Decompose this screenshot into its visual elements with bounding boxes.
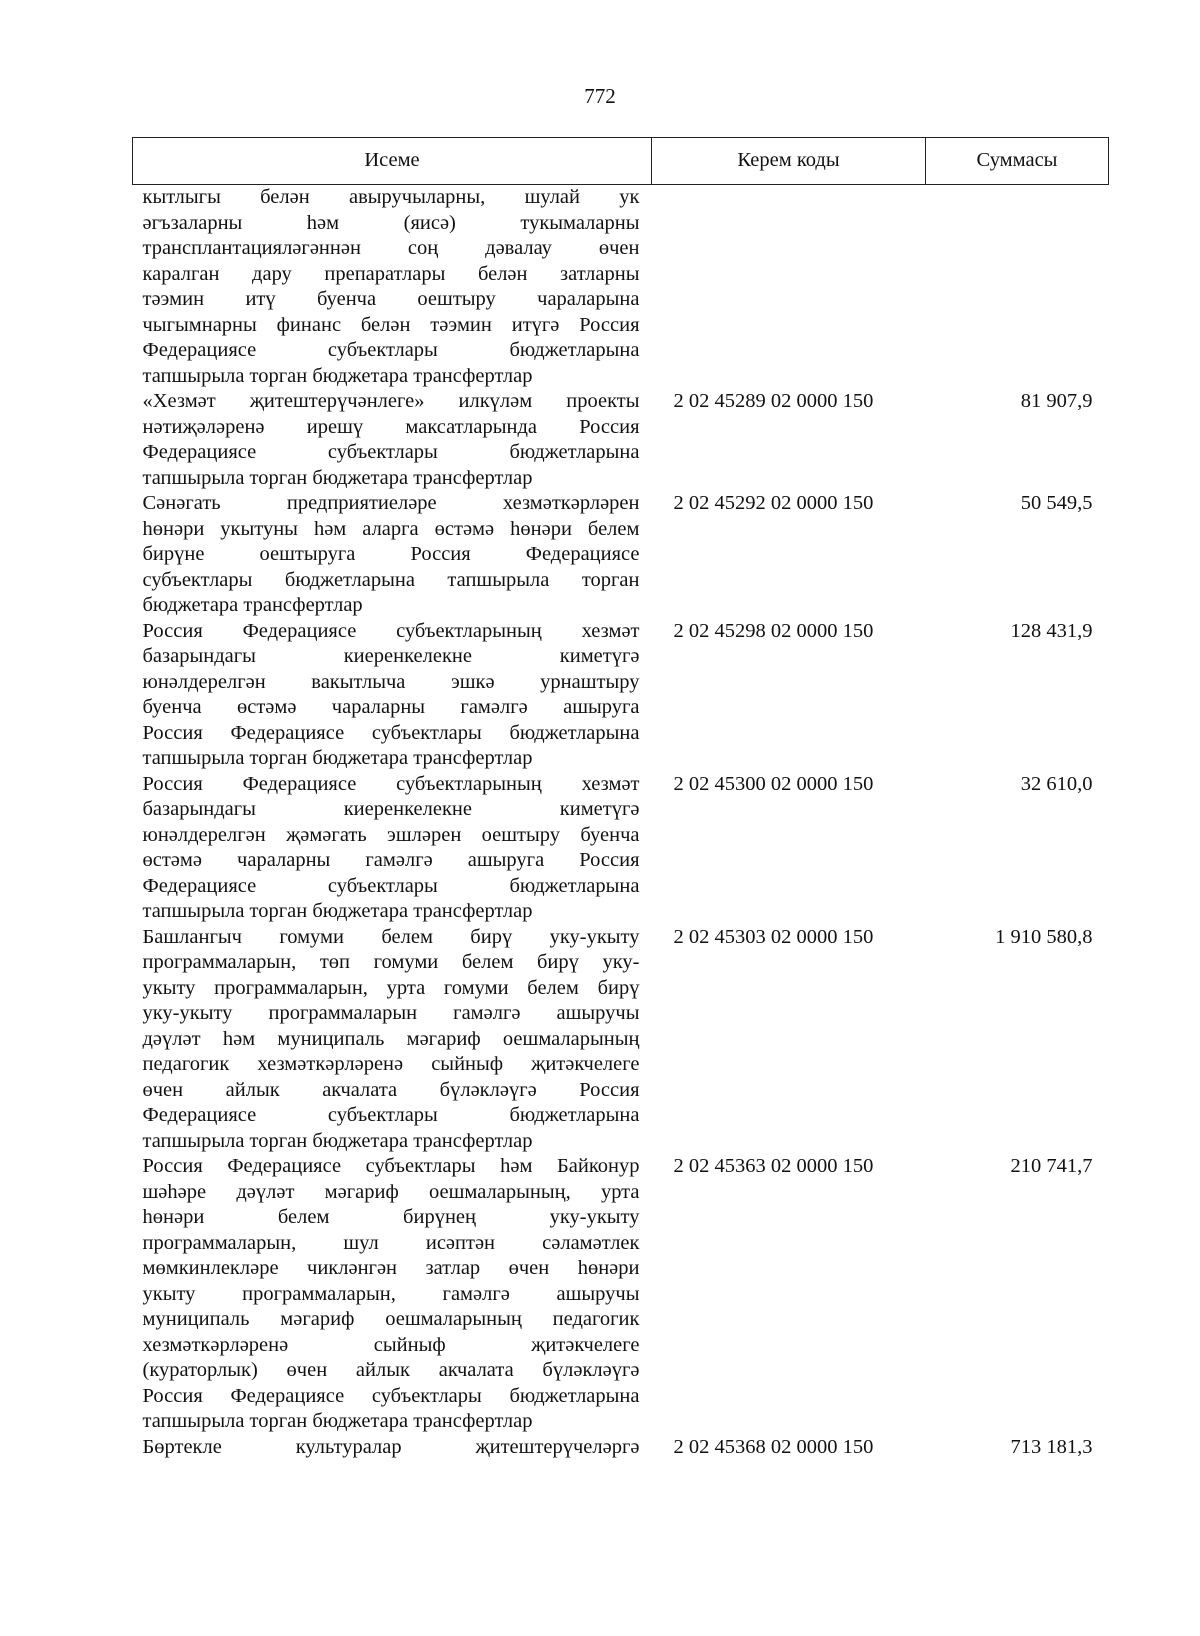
row-code-cell: 2 02 45363 02 0000 150 (673, 1155, 874, 1177)
row-name-line: өстәмә чараларны гамәлгә ашыруга Россия (142, 849, 640, 871)
row-amount-cell: 32 610,0 (1020, 772, 1093, 795)
row-name-line: өчен айлык акчалата бүләкләүгә Россия (142, 1078, 640, 1101)
table-row (133, 925, 1109, 1155)
row-name-cell (133, 1435, 652, 1461)
table-row (133, 185, 1109, 390)
row-name-line: Россия Федерациясе субъектларының хезмәт (142, 772, 640, 795)
row-name-line: хезмәткәрләренә сыйныф җитәкчелеге (142, 1333, 640, 1356)
row-name-cell (133, 925, 652, 1155)
row-name-line: базарындагы киеренкелекне киметүгә (142, 645, 640, 667)
row-name-line: һөнәри укытуны һәм аларга өстәмә һөнәри белем (142, 517, 640, 540)
table-row (133, 1154, 1109, 1435)
row-name-line: муниципаль мәгариф оешмаларының педагогик (142, 1308, 640, 1330)
row-name-line: базарындагы киеренкелекне киметүгә (142, 798, 640, 820)
table-row (133, 772, 1109, 925)
row-name-line: Россия Федерациясе субъектлары бюджетларына (142, 721, 640, 744)
row-name-line: мөмкинлекләре чикләнгән затлар өчен һөнәри (142, 1257, 640, 1279)
row-name-line: нәтиҗәләренә ирешү максатларында Россия (142, 415, 640, 438)
row-amount-cell: 1 910 580,8 (995, 925, 1093, 948)
row-name-line: Сәнәгать предприятиеләре хезмәткәрләрен (142, 492, 640, 514)
row-name-line: кытлыгы белән авыручыларны, шулай ук (142, 186, 640, 208)
row-name-line: шәһәре дәүләт мәгариф оешмаларының, урта (142, 1180, 640, 1203)
row-name-line: юнәлдерелгән вакытлыча эшкә урнаштыру (142, 670, 640, 693)
row-name-line: уку-укыту программаларын гамәлгә ашыручы (142, 1002, 640, 1024)
row-name-line: Россия Федерациясе субъектларының хезмәт (142, 619, 640, 642)
row-name-line: бюджетара трансфертлар (142, 594, 363, 616)
table-row (133, 619, 1109, 772)
row-name-line: тапшырыла торган бюджетара трансфертлар (142, 747, 533, 769)
row-code-cell: 2 02 45300 02 0000 150 (673, 772, 874, 795)
row-name-line: тапшырыла торган бюджетара трансфертлар (142, 364, 533, 387)
row-name-cell (133, 619, 652, 772)
row-name-line: тапшырыла торган бюджетара трансфертлар (142, 900, 533, 922)
row-code-cell: 2 02 45368 02 0000 150 (673, 1435, 874, 1458)
row-name-line: дәүләт һәм муниципаль мәгариф оешмаларының (142, 1027, 640, 1050)
row-name-line: «Хезмәт җитештерүчәнлеге» илкүләм проекты (142, 390, 640, 412)
row-name-line: Бөртекле культуралар җитештерүчеләргә (142, 1435, 640, 1458)
table-row (133, 389, 1109, 491)
page-number: 772 (584, 84, 616, 108)
row-name-line: программаларын, төп гомуми белем бирү уку- (142, 951, 640, 973)
row-name-line: Федерациясе субъектлары бюджетларына (142, 874, 640, 897)
header-amount: Суммасы (926, 138, 1109, 185)
row-name-line: Россия Федерациясе субъектлары бюджетларына (142, 1384, 640, 1407)
row-name-line: педагогик хезмәткәрләренә сыйныф җитәкчелеге (142, 1053, 640, 1075)
header-name: Исеме (133, 138, 652, 185)
row-amount-cell: 210 741,7 (1010, 1155, 1093, 1177)
header-code: Керем коды (652, 138, 926, 185)
row-name-line: тәэмин итү буенча оештыру чараларына (142, 288, 640, 310)
row-name-line: тапшырыла торган бюджетара трансфертлар (142, 1410, 533, 1432)
row-name-line: субъектлары бюджетларына тапшырыла торган (142, 568, 640, 591)
table-row (133, 1435, 1109, 1461)
row-code-cell: 2 02 45289 02 0000 150 (673, 390, 874, 412)
row-name-line: (кураторлык) өчен айлык акчалата бүләкләүгә (142, 1359, 640, 1381)
row-name-line: Федерациясе субъектлары бюджетларына (142, 1104, 640, 1126)
row-name-line: чыгымнарны финанс белән тәэмин итүгә Россия (142, 313, 640, 336)
row-name-line: Федерациясе субъектлары бюджетларына (142, 339, 640, 361)
row-amount-cell: 713 181,3 (1010, 1435, 1093, 1458)
row-name-line: тапшырыла торган бюджетара трансфертлар (142, 466, 533, 489)
row-name-line: юнәлдерелгән җәмәгать эшләрен оештыру буенча (142, 823, 640, 846)
row-code-cell: 2 02 45292 02 0000 150 (673, 492, 874, 514)
row-name-line: Федерациясе субъектлары бюджетларына (142, 441, 640, 463)
row-amount-cell: 50 549,5 (1020, 492, 1093, 514)
row-name-line: укыту программаларын, урта гомуми белем бирү (142, 976, 640, 999)
row-name-cell (133, 185, 652, 390)
row-name-line: каралган дару препаратлары белән затларны (142, 262, 640, 285)
table-row (133, 491, 1109, 619)
row-name-line: Башлангыч гомуми белем бирү уку-укыту (142, 925, 640, 948)
row-amount-cell (926, 185, 1109, 390)
row-name-line: һөнәри белем бирүнең уку-укыту (142, 1206, 640, 1228)
row-name-line: укыту программаларын, гамәлгә ашыручы (142, 1282, 640, 1305)
row-code-cell: 2 02 45298 02 0000 150 (673, 619, 874, 642)
row-name-line: Россия Федерациясе субъектлары һәм Байконур (142, 1155, 640, 1177)
row-name-line: әгъзаларны һәм (яисә) тукымаларны (142, 211, 640, 234)
row-name-line: программаларын, шул исәптән сәламәтлек (142, 1231, 640, 1254)
row-name-cell (133, 491, 652, 619)
budget-table (132, 137, 1109, 1460)
table-header-row (133, 138, 1109, 185)
row-name-cell (133, 772, 652, 925)
row-name-line: бирүне оештыруга Россия Федерациясе (142, 543, 640, 565)
row-name-cell (133, 1154, 652, 1435)
row-name-cell (133, 389, 652, 491)
row-code-cell (652, 185, 926, 390)
row-code-cell: 2 02 45303 02 0000 150 (673, 925, 874, 948)
table-body (133, 185, 1109, 1461)
row-name-line: трансплантацияләгәннән соң дәвалау өчен (142, 237, 640, 259)
row-amount-cell: 81 907,9 (1020, 390, 1093, 412)
row-amount-cell: 128 431,9 (1010, 619, 1093, 642)
row-name-line: тапшырыла торган бюджетара трансфертлар (142, 1129, 533, 1152)
row-name-line: буенча өстәмә чараларны гамәлгә ашыруга (142, 696, 640, 718)
